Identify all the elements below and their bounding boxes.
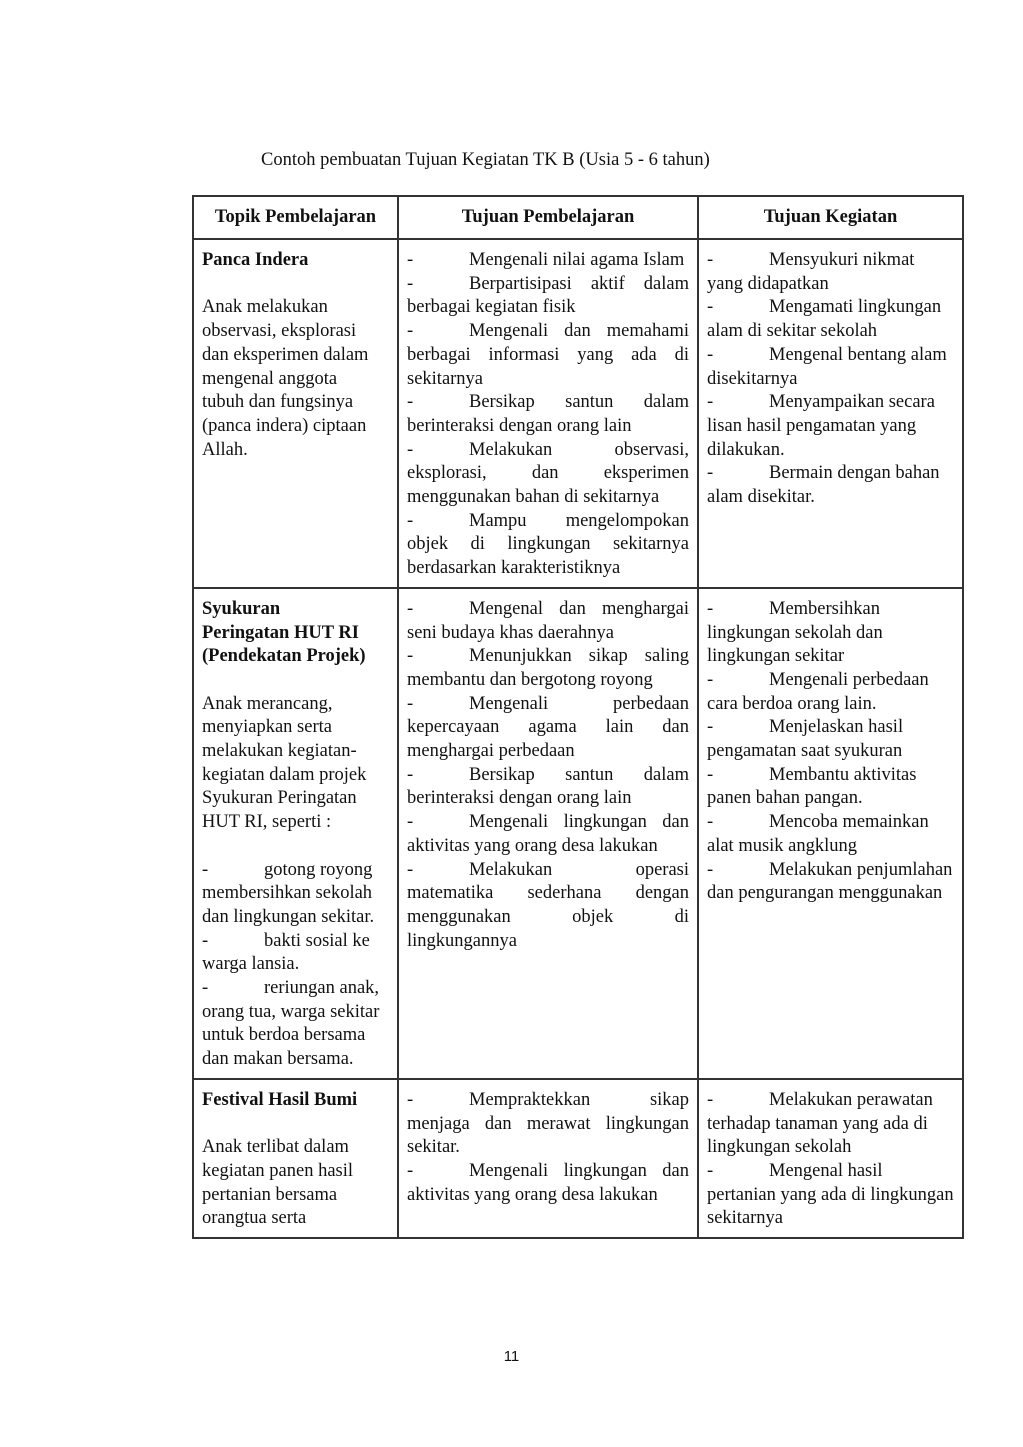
page-number: 11 — [503, 1348, 520, 1365]
topic-description-line: dan eksperimen dalam — [202, 344, 369, 365]
activity-goal-item: - Melakukan perawatan terhadap tanaman yang ada di lingkungan sekolah — [707, 1089, 933, 1158]
activity-goal-item: - Mengenal hasil pertanian yang ada di lingkungan sekitarnya — [707, 1160, 954, 1229]
learning-goal-item: - Mengenal dan menghargai seni budaya khas daerahnya — [407, 598, 689, 643]
topic-cell — [193, 1079, 398, 1238]
topic-title-line: Syukuran — [202, 598, 281, 619]
topic-title-line: (Pendekatan Projek) — [202, 646, 366, 667]
learning-objectives-table — [192, 195, 964, 1239]
topic-list-item: - reriungan anak, orang tua, warga sekitar untuk berdoa bersama dan makan bersama. — [202, 978, 380, 1070]
activity-goal-item: - Menjelaskan hasil pengamatan saat syukuran — [707, 717, 904, 762]
topic-description-line: Anak melakukan — [202, 297, 328, 318]
learning-goal-item: - Berpartisipasi aktif dalam berbagai kegiatan fisik — [407, 273, 689, 318]
topic-description-line: observasi, eksplorasi — [202, 321, 357, 342]
learning-goal-cell — [398, 1079, 698, 1238]
activity-goal-item: - Membersihkan lingkungan sekolah dan lingkungan sekitar — [707, 598, 883, 667]
topic-description-line: HUT RI, seperti : — [202, 812, 332, 833]
header-topic: Topik Pembelajaran — [193, 196, 398, 239]
header-learning-goal: Tujuan Pembelajaran — [398, 196, 698, 239]
topic-description-line: tubuh dan fungsinya — [202, 392, 354, 413]
table-row — [193, 239, 963, 588]
learning-goal-item: - Mengenali lingkungan dan aktivitas yang orang desa lakukan — [407, 812, 689, 856]
activity-goal-item: - Menyampaikan secara lisan hasil pengamatan yang dilakukan. — [707, 392, 935, 460]
learning-goal-item: - Mengenali dan memahami berbagai informasi yang ada di sekitarnya — [407, 321, 689, 389]
topic-list-item: - bakti sosial ke warga lansia. — [202, 930, 370, 975]
learning-goal-item: - Mengenali perbedaan kepercayaan agama lain dan menghargai perbedaan — [407, 693, 689, 762]
topic-list-item: - gotong royong membersihkan sekolah dan lingkungan sekitar. — [202, 859, 375, 927]
topic-cell — [193, 588, 398, 1079]
table-row — [193, 1079, 963, 1238]
activity-goal-cell — [698, 239, 963, 588]
topic-title-line: Peringatan HUT RI — [202, 622, 359, 643]
learning-goal-item: - Bersikap santun dalam berinteraksi dengan orang lain — [407, 764, 689, 809]
table-row — [193, 588, 963, 1079]
activity-goal-cell — [698, 1079, 963, 1238]
topic-title-line: Festival Hasil Bumi — [202, 1089, 358, 1110]
table-caption: Contoh pembuatan Tujuan Kegiatan TK B (Usia 5 - 6 tahun) — [261, 150, 710, 170]
learning-goal-item: - Melakukan operasi matematika sederhana dengan menggunakan objek di lingkungannya — [407, 859, 689, 951]
activity-goal-item: - Mengamati lingkungan alam di sekitar sekolah — [707, 297, 942, 342]
topic-description-line: melakukan kegiatan- — [202, 741, 357, 762]
learning-goal-cell — [398, 588, 698, 1079]
activity-goal-item: - Bermain dengan bahan alam disekitar. — [707, 463, 940, 508]
table-header-row — [193, 196, 963, 239]
activity-goal-cell — [698, 588, 963, 1079]
topic-title-line: Panca Indera — [202, 250, 309, 270]
topic-description-line: Anak merancang, — [202, 693, 333, 714]
topic-description-line: (panca indera) ciptaan — [202, 415, 367, 436]
topic-description-line: kegiatan dalam projek — [202, 764, 367, 785]
topic-description-line: pertanian bersama — [202, 1184, 338, 1205]
topic-description-line: Allah. — [202, 439, 248, 460]
activity-goal-item: - Mensyukuri nikmat yang didapatkan — [707, 250, 915, 294]
activity-goal-item: - Mencoba memainkan alat musik angklung — [707, 812, 929, 856]
topic-description-line: mengenal anggota — [202, 368, 338, 389]
learning-goal-cell — [398, 239, 698, 588]
learning-goal-item: - Melakukan observasi, eksplorasi, dan eksperimen menggunakan bahan di sekitarnya — [407, 439, 689, 508]
activity-goal-item: - Melakukan penjumlahan dan pengurangan menggunakan — [707, 859, 953, 904]
topic-description-line: Syukuran Peringatan — [202, 788, 357, 809]
header-activity-goal: Tujuan Kegiatan — [698, 196, 963, 239]
learning-goal-item: - Mengenali lingkungan dan aktivitas yang orang desa lakukan — [407, 1160, 689, 1205]
topic-description-line: Anak terlibat dalam — [202, 1137, 349, 1158]
topic-cell — [193, 239, 398, 588]
activity-goal-item: - Membantu aktivitas panen bahan pangan. — [707, 764, 917, 809]
learning-goal-item: - Mampu mengelompokan objek di lingkungan sekitarnya berdasarkan karakteristiknya — [407, 510, 689, 579]
learning-goal-item: - Mengenali nilai agama Islam — [407, 250, 685, 270]
activity-goal-item: - Mengenali perbedaan cara berdoa orang lain. — [707, 669, 929, 714]
activity-goal-item: - Mengenal bentang alam disekitarnya — [707, 344, 947, 389]
topic-description-line: kegiatan panen hasil — [202, 1160, 354, 1181]
learning-goal-item: - Mempraktekkan sikap menjaga dan merawat lingkungan sekitar. — [407, 1089, 689, 1158]
topic-description-line: menyiapkan serta — [202, 717, 332, 738]
learning-goal-item: - Menunjukkan sikap saling membantu dan bergotong royong — [407, 646, 689, 690]
learning-goal-item: - Bersikap santun dalam berinteraksi dengan orang lain — [407, 392, 689, 436]
topic-description-line: orangtua serta — [202, 1208, 307, 1229]
